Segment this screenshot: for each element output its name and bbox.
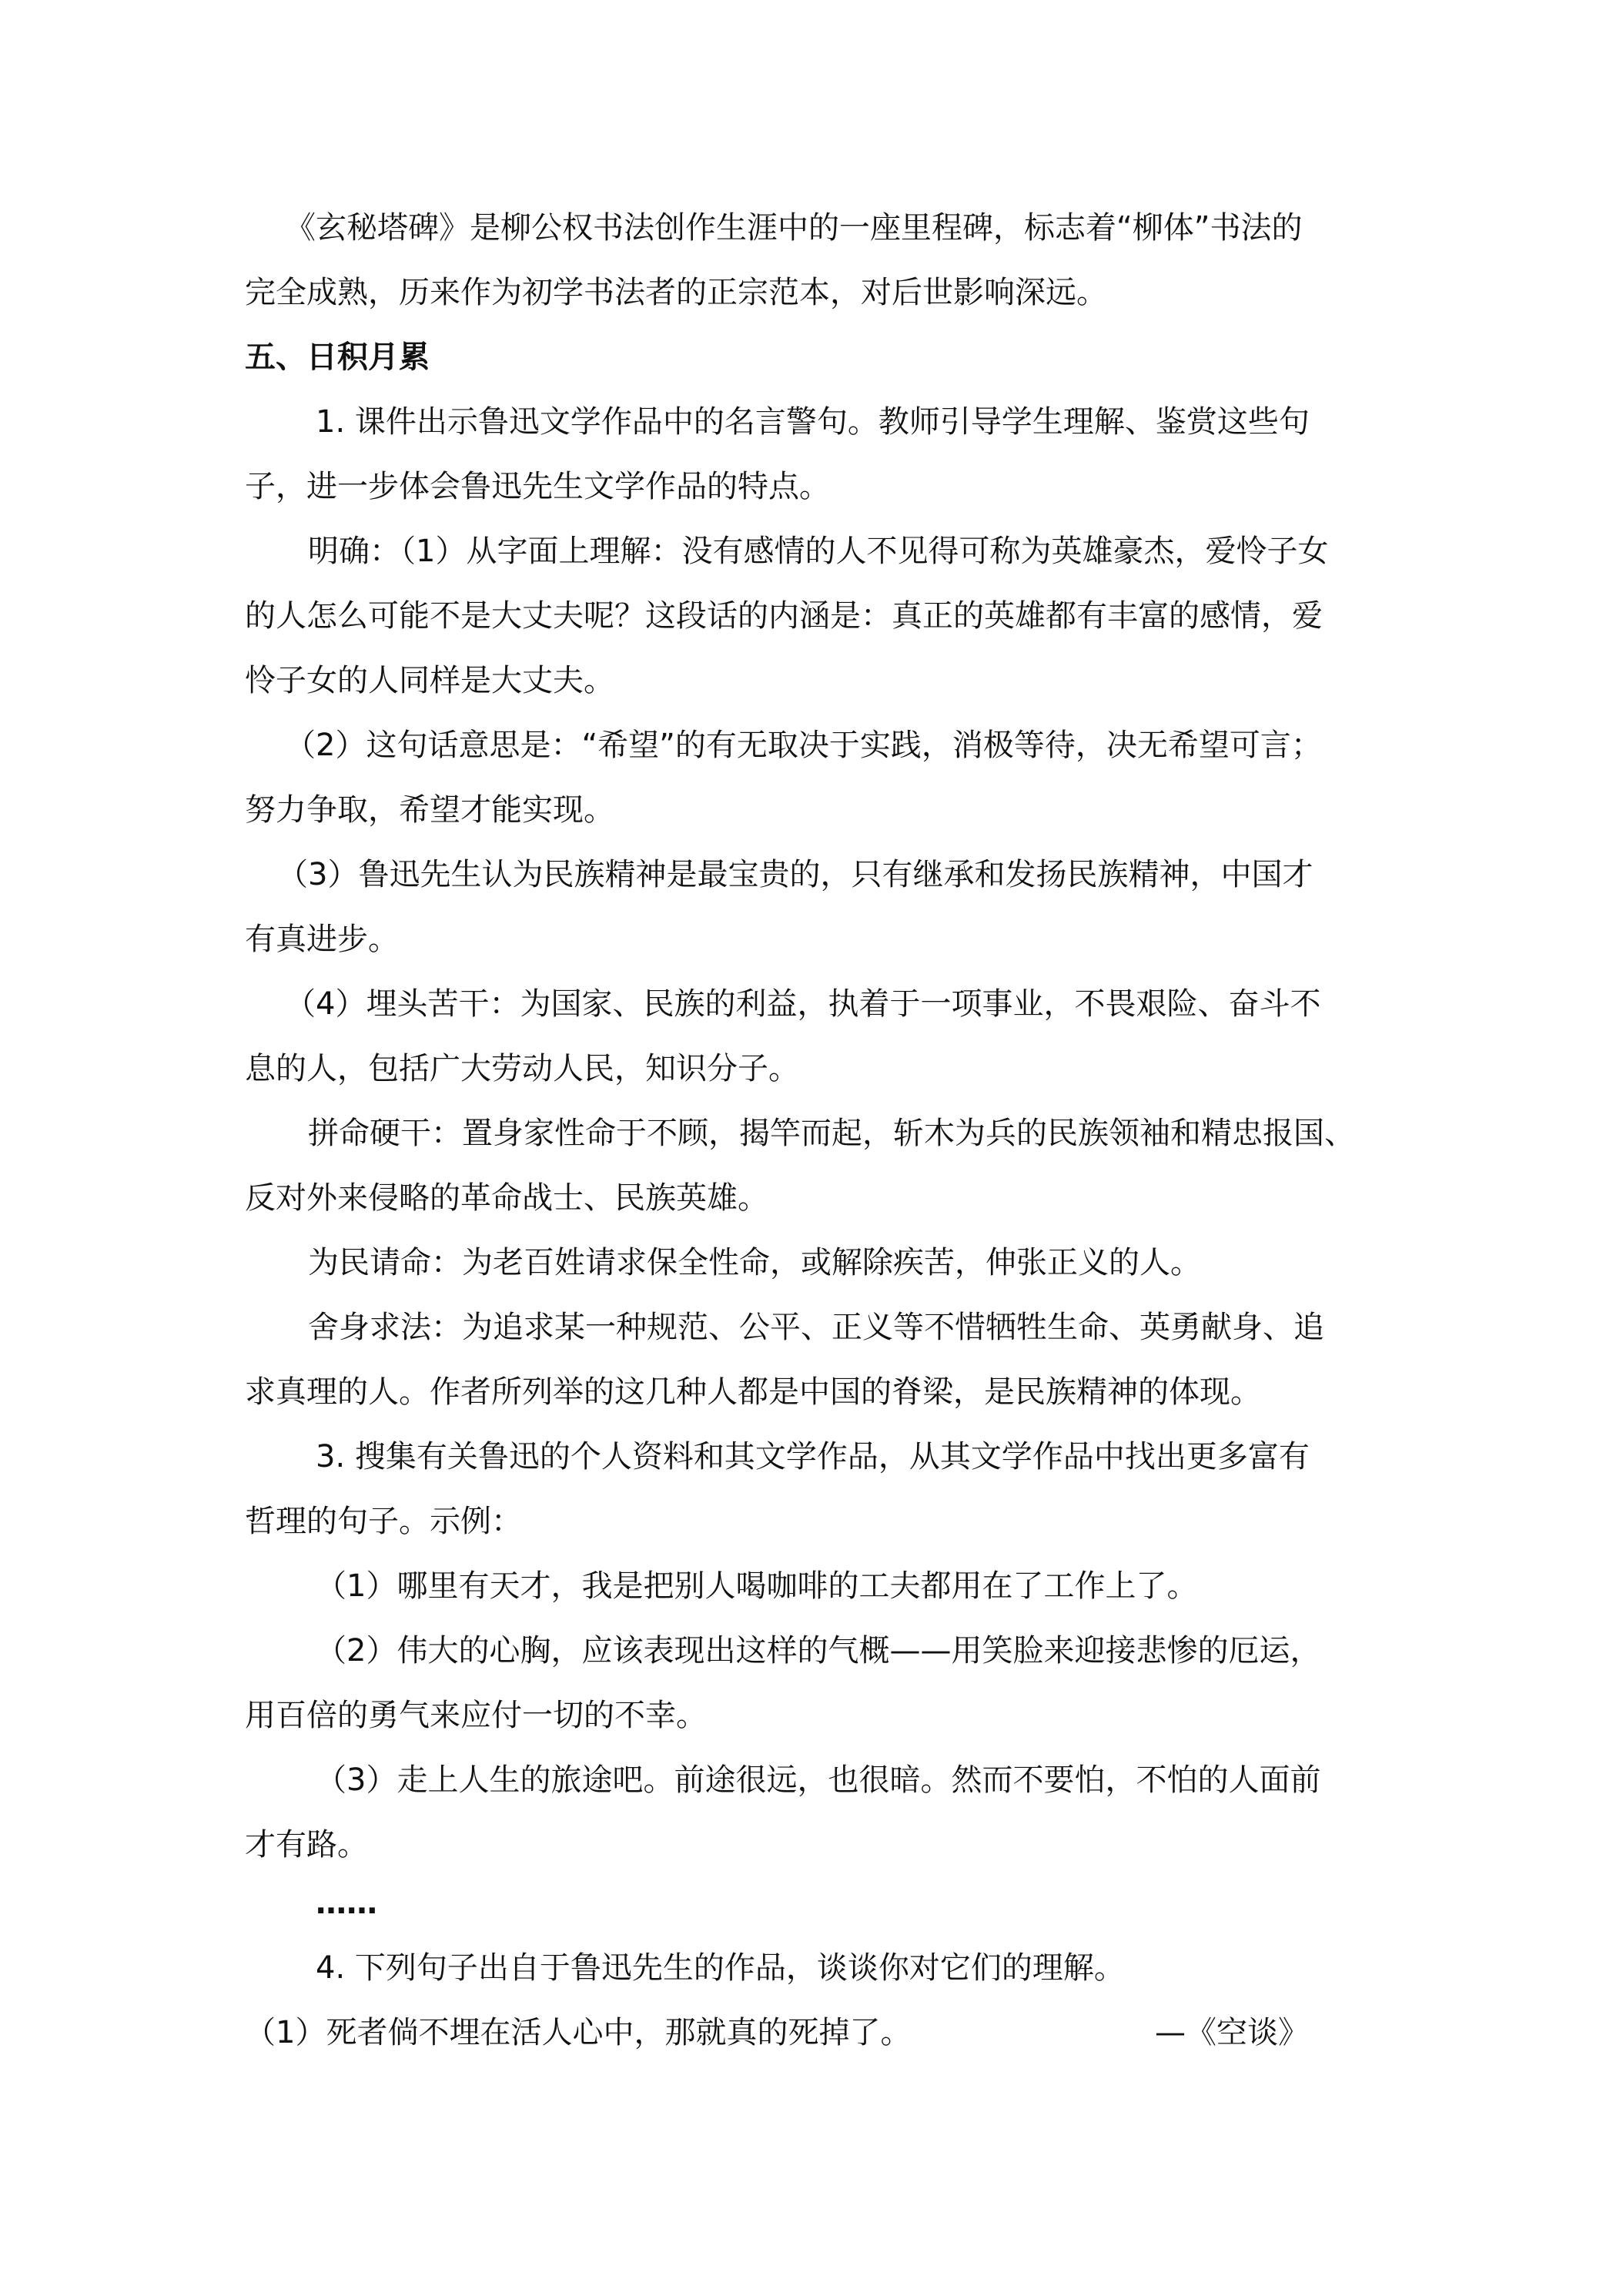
paragraph-line: 4. 下列句子出自于鲁迅先生的作品，谈谈你对它们的理解。 <box>316 1950 1125 1986</box>
paragraph-line: 3. 搜集有关鲁迅的个人资料和其文学作品，从其文学作品中找出更多富有 <box>316 1439 1310 1474</box>
paragraph-line: 才有路。 <box>245 1827 368 1863</box>
paragraph-line: （1）哪里有天才，我是把别人喝咖啡的工夫都用在了工作上了。 <box>316 1568 1198 1604</box>
paragraph-line: 拼命硬干：置身家性命于不顾，揭竿而起，斩木为兵的民族领袖和精忠报国、 <box>308 1116 1355 1151</box>
paragraph-line: 为民请命：为老百姓请求保全性命，或解除疾苦，伸张正义的人。 <box>308 1245 1201 1280</box>
paragraph-line: （4）埋头苦干：为国家、民族的利益，执着于一项事业，不畏艰险、奋斗不 <box>285 986 1321 1022</box>
ellipsis: …… <box>316 1886 377 1921</box>
quote-source: —《空谈》 <box>1155 2015 1309 2050</box>
paragraph-line: 《玄秘塔碑》是柳公权书法创作生涯中的一座里程碑，标志着“柳体”书法的 <box>285 210 1303 246</box>
paragraph-line: 努力争取，希望才能实现。 <box>245 792 614 828</box>
paragraph-line: 求真理的人。作者所列举的这几种人都是中国的脊梁，是民族精神的体现。 <box>245 1374 1261 1410</box>
paragraph-line: 舍身求法：为追求某一种规范、公平、正义等不惜牺牲生命、英勇献身、追 <box>308 1310 1324 1345</box>
paragraph-line: 子，进一步体会鲁迅先生文学作品的特点。 <box>245 469 830 504</box>
paragraph-line: 息的人，包括广大劳动人民，知识分子。 <box>245 1051 799 1086</box>
section-heading: 五、日积月累 <box>245 340 430 375</box>
paragraph-line: （3）走上人生的旅途吧。前途很远，也很暗。然而不要怕，不怕的人面前 <box>316 1762 1321 1798</box>
paragraph-line: （2）伟大的心胸，应该表现出这样的气概——用笑脸来迎接悲惨的厄运， <box>316 1633 1321 1668</box>
paragraph-line: （2）这句话意思是：“希望”的有无取决于实践，消极等待，决无希望可言； <box>285 728 1322 763</box>
paragraph-line: （3）鲁迅先生认为民族精神是最宝贵的，只有继承和发扬民族精神，中国才 <box>277 857 1313 892</box>
paragraph-line: 哲理的句子。示例： <box>245 1504 522 1539</box>
paragraph-line: 怜子女的人同样是大丈夫。 <box>245 663 614 698</box>
paragraph-line: 有真进步。 <box>245 922 399 957</box>
paragraph-line: 明确：（1）从字面上理解：没有感情的人不见得可称为英雄豪杰，爱怜子女 <box>308 534 1329 569</box>
quote-line: （1）死者倘不埋在活人心中，那就真的死掉了。 <box>245 2015 912 2050</box>
paragraph-line: 反对外来侵略的革命战士、民族英雄。 <box>245 1180 768 1216</box>
paragraph-line: 的人怎么可能不是大丈夫呢？这段话的内涵是：真正的英雄都有丰富的感情，爱 <box>245 598 1323 634</box>
paragraph-line: 1. 课件出示鲁迅文学作品中的名言警句。教师引导学生理解、鉴赏这些句 <box>316 404 1310 440</box>
paragraph-line: 用百倍的勇气来应付一切的不幸。 <box>245 1698 707 1733</box>
paragraph-line: 完全成熟，历来作为初学书法者的正宗范本，对后世影响深远。 <box>245 275 1107 310</box>
